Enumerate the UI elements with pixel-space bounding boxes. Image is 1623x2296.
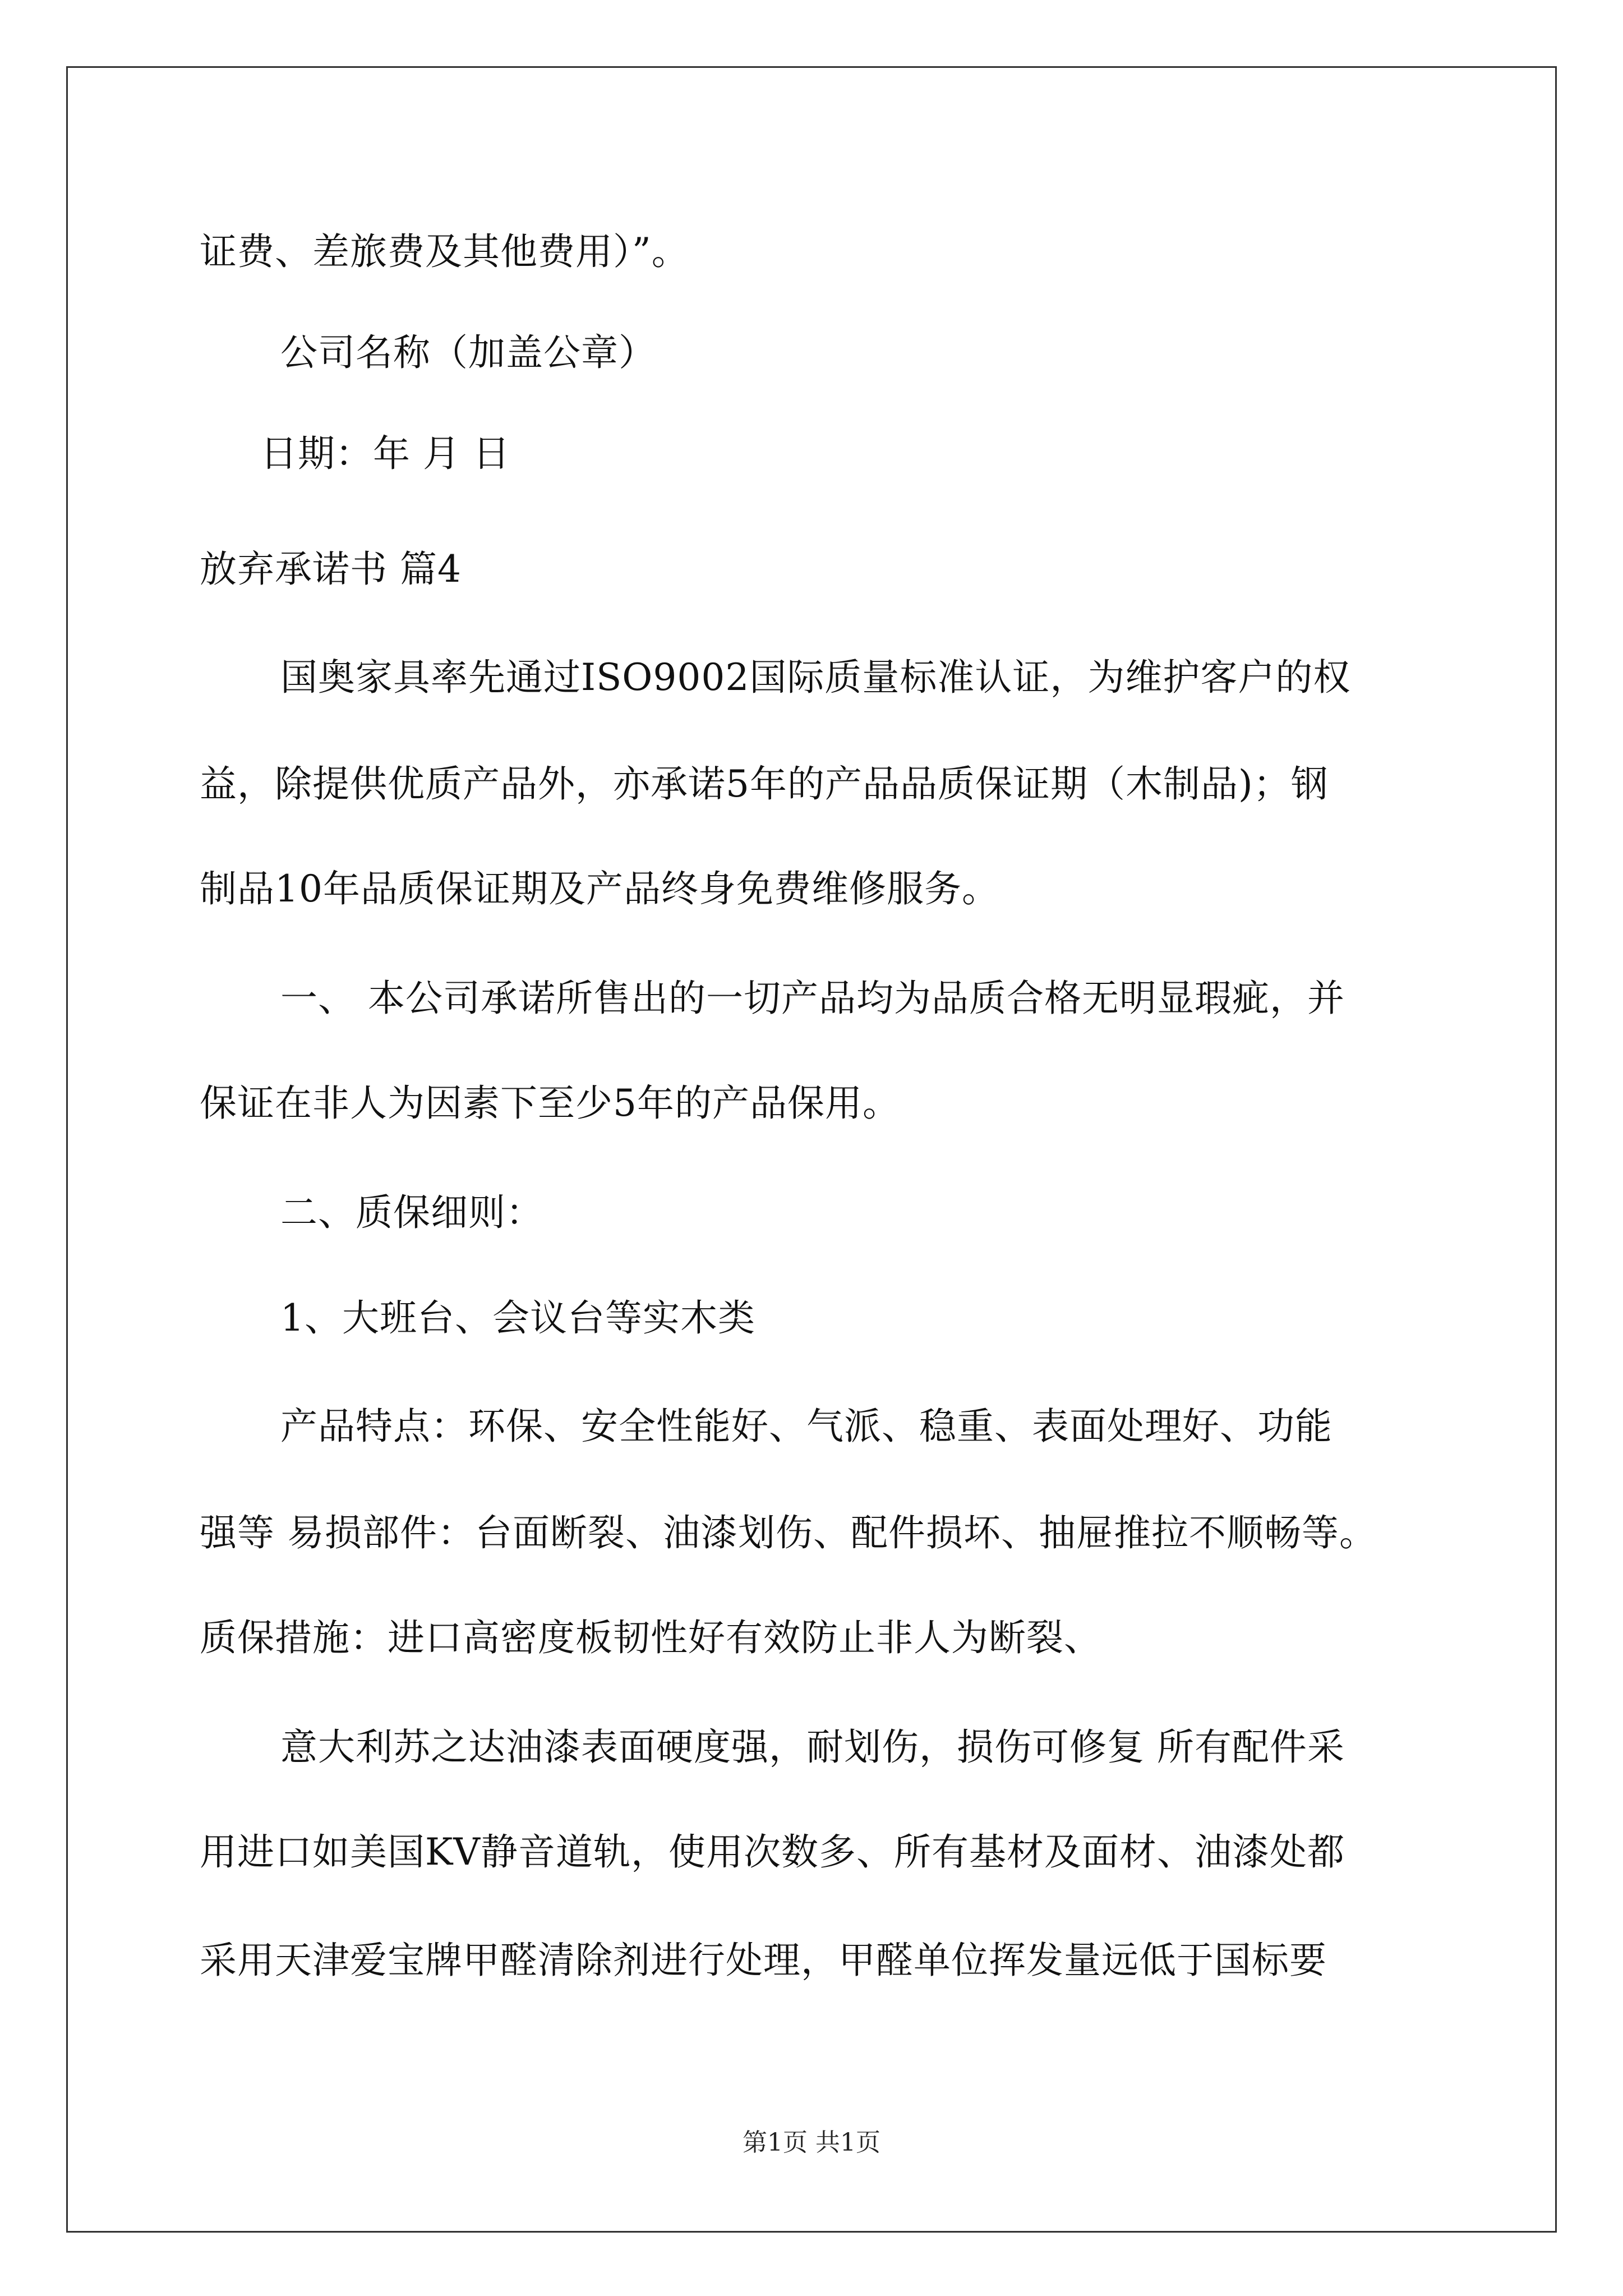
text-line-9: 保证在非人为因素下至少5年的产品保用。 xyxy=(200,1082,900,1125)
text-line-8: 一、 本公司承诺所售出的一切产品均为品质合格无明显瑕疵，并 xyxy=(280,977,1345,1020)
text-line-16: 用进口如美国KV静音道轨，使用次数多、所有基材及面材、油漆处都 xyxy=(200,1830,1345,1874)
text-line-17: 采用天津爱宝牌甲醛清除剂进行处理，甲醛单位挥发量远低于国标要 xyxy=(200,1939,1327,1982)
text-line-2: 公司名称（加盖公章） xyxy=(280,331,656,374)
text-line-7: 制品10年品质保证期及产品终身免费维修服务。 xyxy=(200,867,999,910)
text-line-14: 质保措施：进口高密度板韧性好有效防止非人为断裂、 xyxy=(200,1616,1101,1659)
text-line-6: 益，除提供优质产品外，亦承诺5年的产品品质保证期（木制品)；钢 xyxy=(200,762,1329,806)
text-line-13: 强等 易损部件：台面断裂、油漆划伤、配件损坏、抽屉推拉不顺畅等。 xyxy=(200,1511,1377,1554)
text-line-5: 国奥家具率先通过ISO9002国际质量标准认证，为维护客户的权 xyxy=(280,656,1351,699)
page-border xyxy=(66,66,1557,2233)
text-line-1: 证费、差旅费及其他费用）”。 xyxy=(200,230,689,273)
text-line-10: 二、质保细则： xyxy=(280,1191,543,1234)
section-heading: 放弃承诺书 篇4 xyxy=(200,547,462,591)
text-line-12: 产品特点：环保、安全性能好、气派、稳重、表面处理好、功能 xyxy=(280,1405,1332,1448)
date-line: 日期：年 月 日 xyxy=(260,432,510,475)
text-line-11: 1、大班台、会议台等实木类 xyxy=(280,1296,755,1340)
text-line-15: 意大利苏之达油漆表面硬度强，耐划伤，损伤可修复 所有配件采 xyxy=(280,1726,1345,1769)
page-number-footer: 第1页 共1页 xyxy=(743,2128,880,2157)
